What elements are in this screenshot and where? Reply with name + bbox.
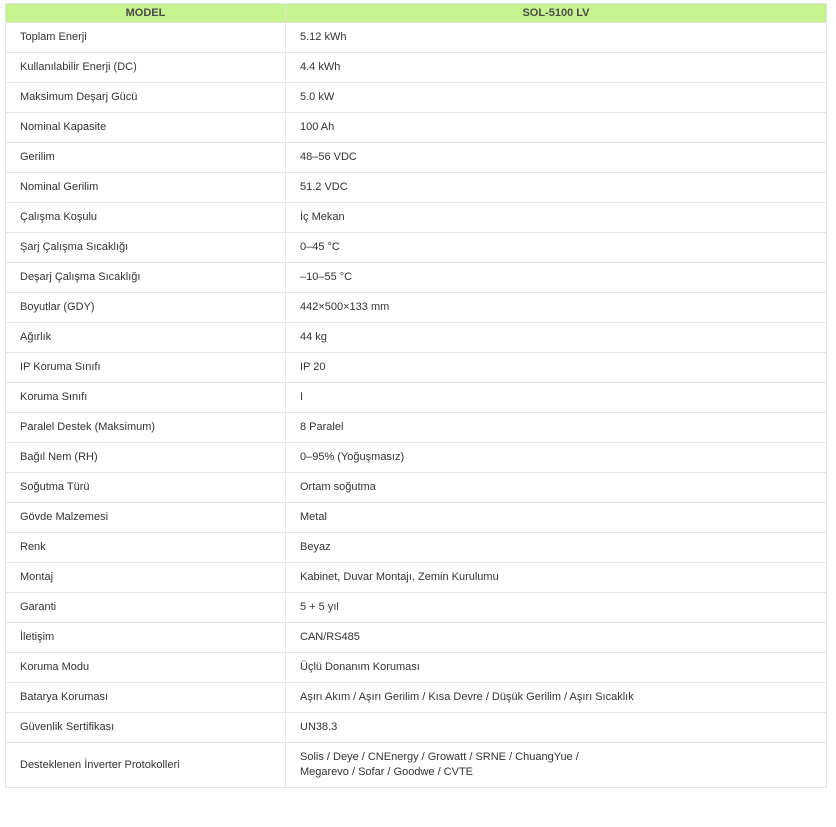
row-label: Desteklenen İnverter Protokolleri	[6, 743, 286, 788]
table-row	[6, 173, 827, 203]
row-label: Boyutlar (GDY)	[6, 293, 286, 323]
row-label: Koruma Sınıfı	[6, 383, 286, 413]
table-row	[6, 263, 827, 293]
row-label: Deşarj Çalışma Sıcaklığı	[6, 263, 286, 293]
table-row	[6, 323, 827, 353]
table-row	[6, 593, 827, 623]
header-model-label: MODEL	[6, 4, 286, 23]
row-value: Ortam soğutma	[286, 473, 827, 503]
row-value: 5 + 5 yıl	[286, 593, 827, 623]
table-row	[6, 653, 827, 683]
table-row	[6, 233, 827, 263]
row-label: Ağırlık	[6, 323, 286, 353]
row-label: Paralel Destek (Maksimum)	[6, 413, 286, 443]
row-value: 48–56 VDC	[286, 143, 827, 173]
row-label: Koruma Modu	[6, 653, 286, 683]
table-row	[6, 713, 827, 743]
row-value: 8 Paralel	[286, 413, 827, 443]
table-row	[6, 473, 827, 503]
table-row	[6, 533, 827, 563]
row-label: IP Koruma Sınıfı	[6, 353, 286, 383]
row-value: IP 20	[286, 353, 827, 383]
table-header-row	[6, 4, 827, 23]
row-label: Garanti	[6, 593, 286, 623]
row-value: CAN/RS485	[286, 623, 827, 653]
row-label: Bağıl Nem (RH)	[6, 443, 286, 473]
row-label: İletişim	[6, 623, 286, 653]
table-row	[6, 143, 827, 173]
row-label: Batarya Koruması	[6, 683, 286, 713]
row-value: –10–55 °C	[286, 263, 827, 293]
spec-table	[5, 3, 827, 788]
row-value: 5.0 kW	[286, 83, 827, 113]
table-row	[6, 683, 827, 713]
row-value: Metal	[286, 503, 827, 533]
row-value: Beyaz	[286, 533, 827, 563]
row-label: Soğutma Türü	[6, 473, 286, 503]
table-row	[6, 623, 827, 653]
row-value: 51.2 VDC	[286, 173, 827, 203]
table-row	[6, 503, 827, 533]
row-value: 0–45 °C	[286, 233, 827, 263]
row-label: Çalışma Koşulu	[6, 203, 286, 233]
table-row	[6, 83, 827, 113]
row-value: UN38.3	[286, 713, 827, 743]
row-value: I	[286, 383, 827, 413]
row-value: Üçlü Donanım Koruması	[286, 653, 827, 683]
row-label: Toplam Enerji	[6, 23, 286, 53]
row-label: Şarj Çalışma Sıcaklığı	[6, 233, 286, 263]
table-row	[6, 383, 827, 413]
table-row	[6, 293, 827, 323]
row-value: 100 Ah	[286, 113, 827, 143]
row-value: Kabinet, Duvar Montajı, Zemin Kurulumu	[286, 563, 827, 593]
header-model-value: SOL-5100 LV	[286, 4, 827, 23]
table-row	[6, 353, 827, 383]
table-row	[6, 413, 827, 443]
table-row	[6, 563, 827, 593]
row-label: Gerilim	[6, 143, 286, 173]
row-label: Kullanılabilir Enerji (DC)	[6, 53, 286, 83]
row-value-line-1: Solis / Deye / CNEnergy / Growatt / SRNE / ChuangYue /	[300, 751, 579, 763]
table-row	[6, 203, 827, 233]
row-label: Montaj	[6, 563, 286, 593]
table-row	[6, 743, 827, 788]
row-label: Renk	[6, 533, 286, 563]
row-label: Maksimum Deşarj Gücü	[6, 83, 286, 113]
row-label: Güvenlik Sertifikası	[6, 713, 286, 743]
row-value: 44 kg	[286, 323, 827, 353]
table-row	[6, 53, 827, 83]
row-value-line-2: Megarevo / Sofar / Goodwe / CVTE	[300, 766, 474, 778]
row-value	[286, 743, 827, 788]
row-value: İç Mekan	[286, 203, 827, 233]
row-label: Gövde Malzemesi	[6, 503, 286, 533]
row-value: Aşırı Akım / Aşırı Gerilim / Kısa Devre / Düşük Gerilim / Aşırı Sıcaklık	[286, 683, 827, 713]
row-value: 442×500×133 mm	[286, 293, 827, 323]
row-label: Nominal Gerilim	[6, 173, 286, 203]
row-value: 5.12 kWh	[286, 23, 827, 53]
row-value: 4.4 kWh	[286, 53, 827, 83]
table-row	[6, 23, 827, 53]
row-label: Nominal Kapasite	[6, 113, 286, 143]
row-value: 0–95% (Yoğuşmasız)	[286, 443, 827, 473]
table-row	[6, 113, 827, 143]
table-row	[6, 443, 827, 473]
